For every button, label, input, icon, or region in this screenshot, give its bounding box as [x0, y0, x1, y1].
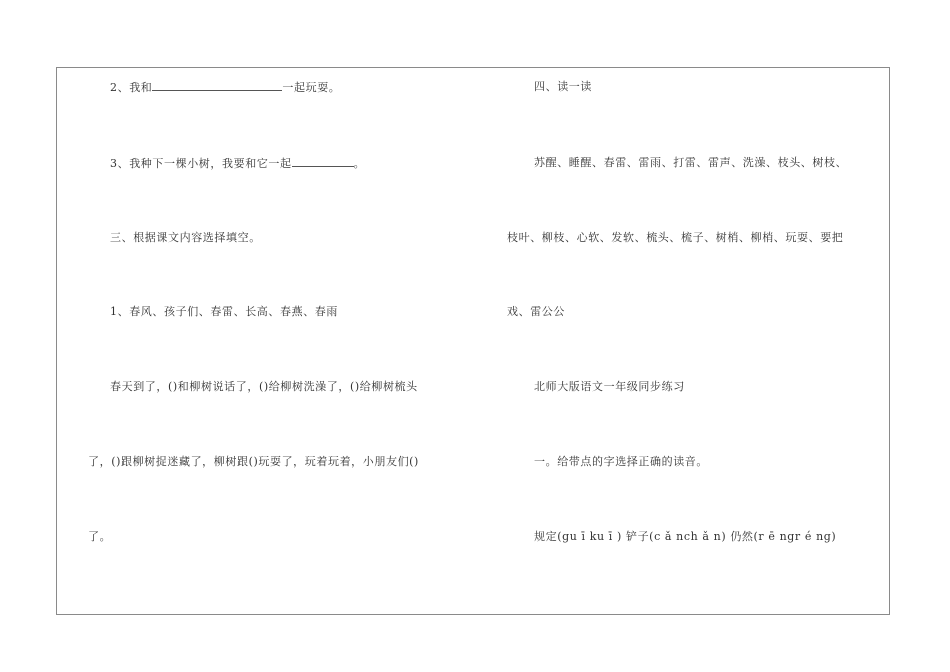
reading-words-line-3: 戏、雷公公: [507, 305, 565, 318]
reading-words-line-1: 苏醒、睡醒、春雷、雷雨、打雷、雷声、洗澡、枝头、树枝、: [534, 156, 848, 169]
question-3-prefix: 3、我种下一棵小树，我要和它一起: [110, 157, 292, 170]
fill-blank: [152, 80, 282, 91]
section-1-title: 一。给带点的字选择正确的读音。: [534, 455, 708, 468]
question-2-suffix: 一起玩耍。: [282, 81, 341, 94]
section-4-title: 四、读一读: [534, 80, 592, 93]
passage-line-2: 了，()跟柳树捉迷藏了，柳树跟()玩耍了，玩着玩着，小朋友们(): [88, 455, 419, 468]
question-3: [110, 156, 365, 171]
reading-words-line-2: 枝叶、柳枝、心软、发软、梳头、梳子、树梢、柳梢、玩耍、要把: [507, 231, 844, 244]
question-3-suffix: 。: [353, 157, 366, 170]
passage-line-1: 春天到了，()和柳树说话了，()给柳树洗澡了，()给柳树梳头: [110, 380, 418, 393]
passage-line-3: 了。: [88, 530, 112, 543]
word-bank: 1、春风、孩子们、春雷、长高、春燕、春雨: [110, 305, 338, 318]
section-3-title: 三、根据课文内容选择填空。: [110, 231, 261, 244]
question-2-prefix: 2、我和: [110, 81, 153, 94]
fill-blank: [292, 156, 354, 167]
exercise-title: 北师大版语文一年级同步练习: [534, 380, 685, 393]
pinyin-question: 规定(gu ī ku ī ) 铲子(c ǎ nch ǎ n) 仍然(r ē ngr é ng): [534, 530, 837, 543]
question-2: [110, 80, 340, 95]
